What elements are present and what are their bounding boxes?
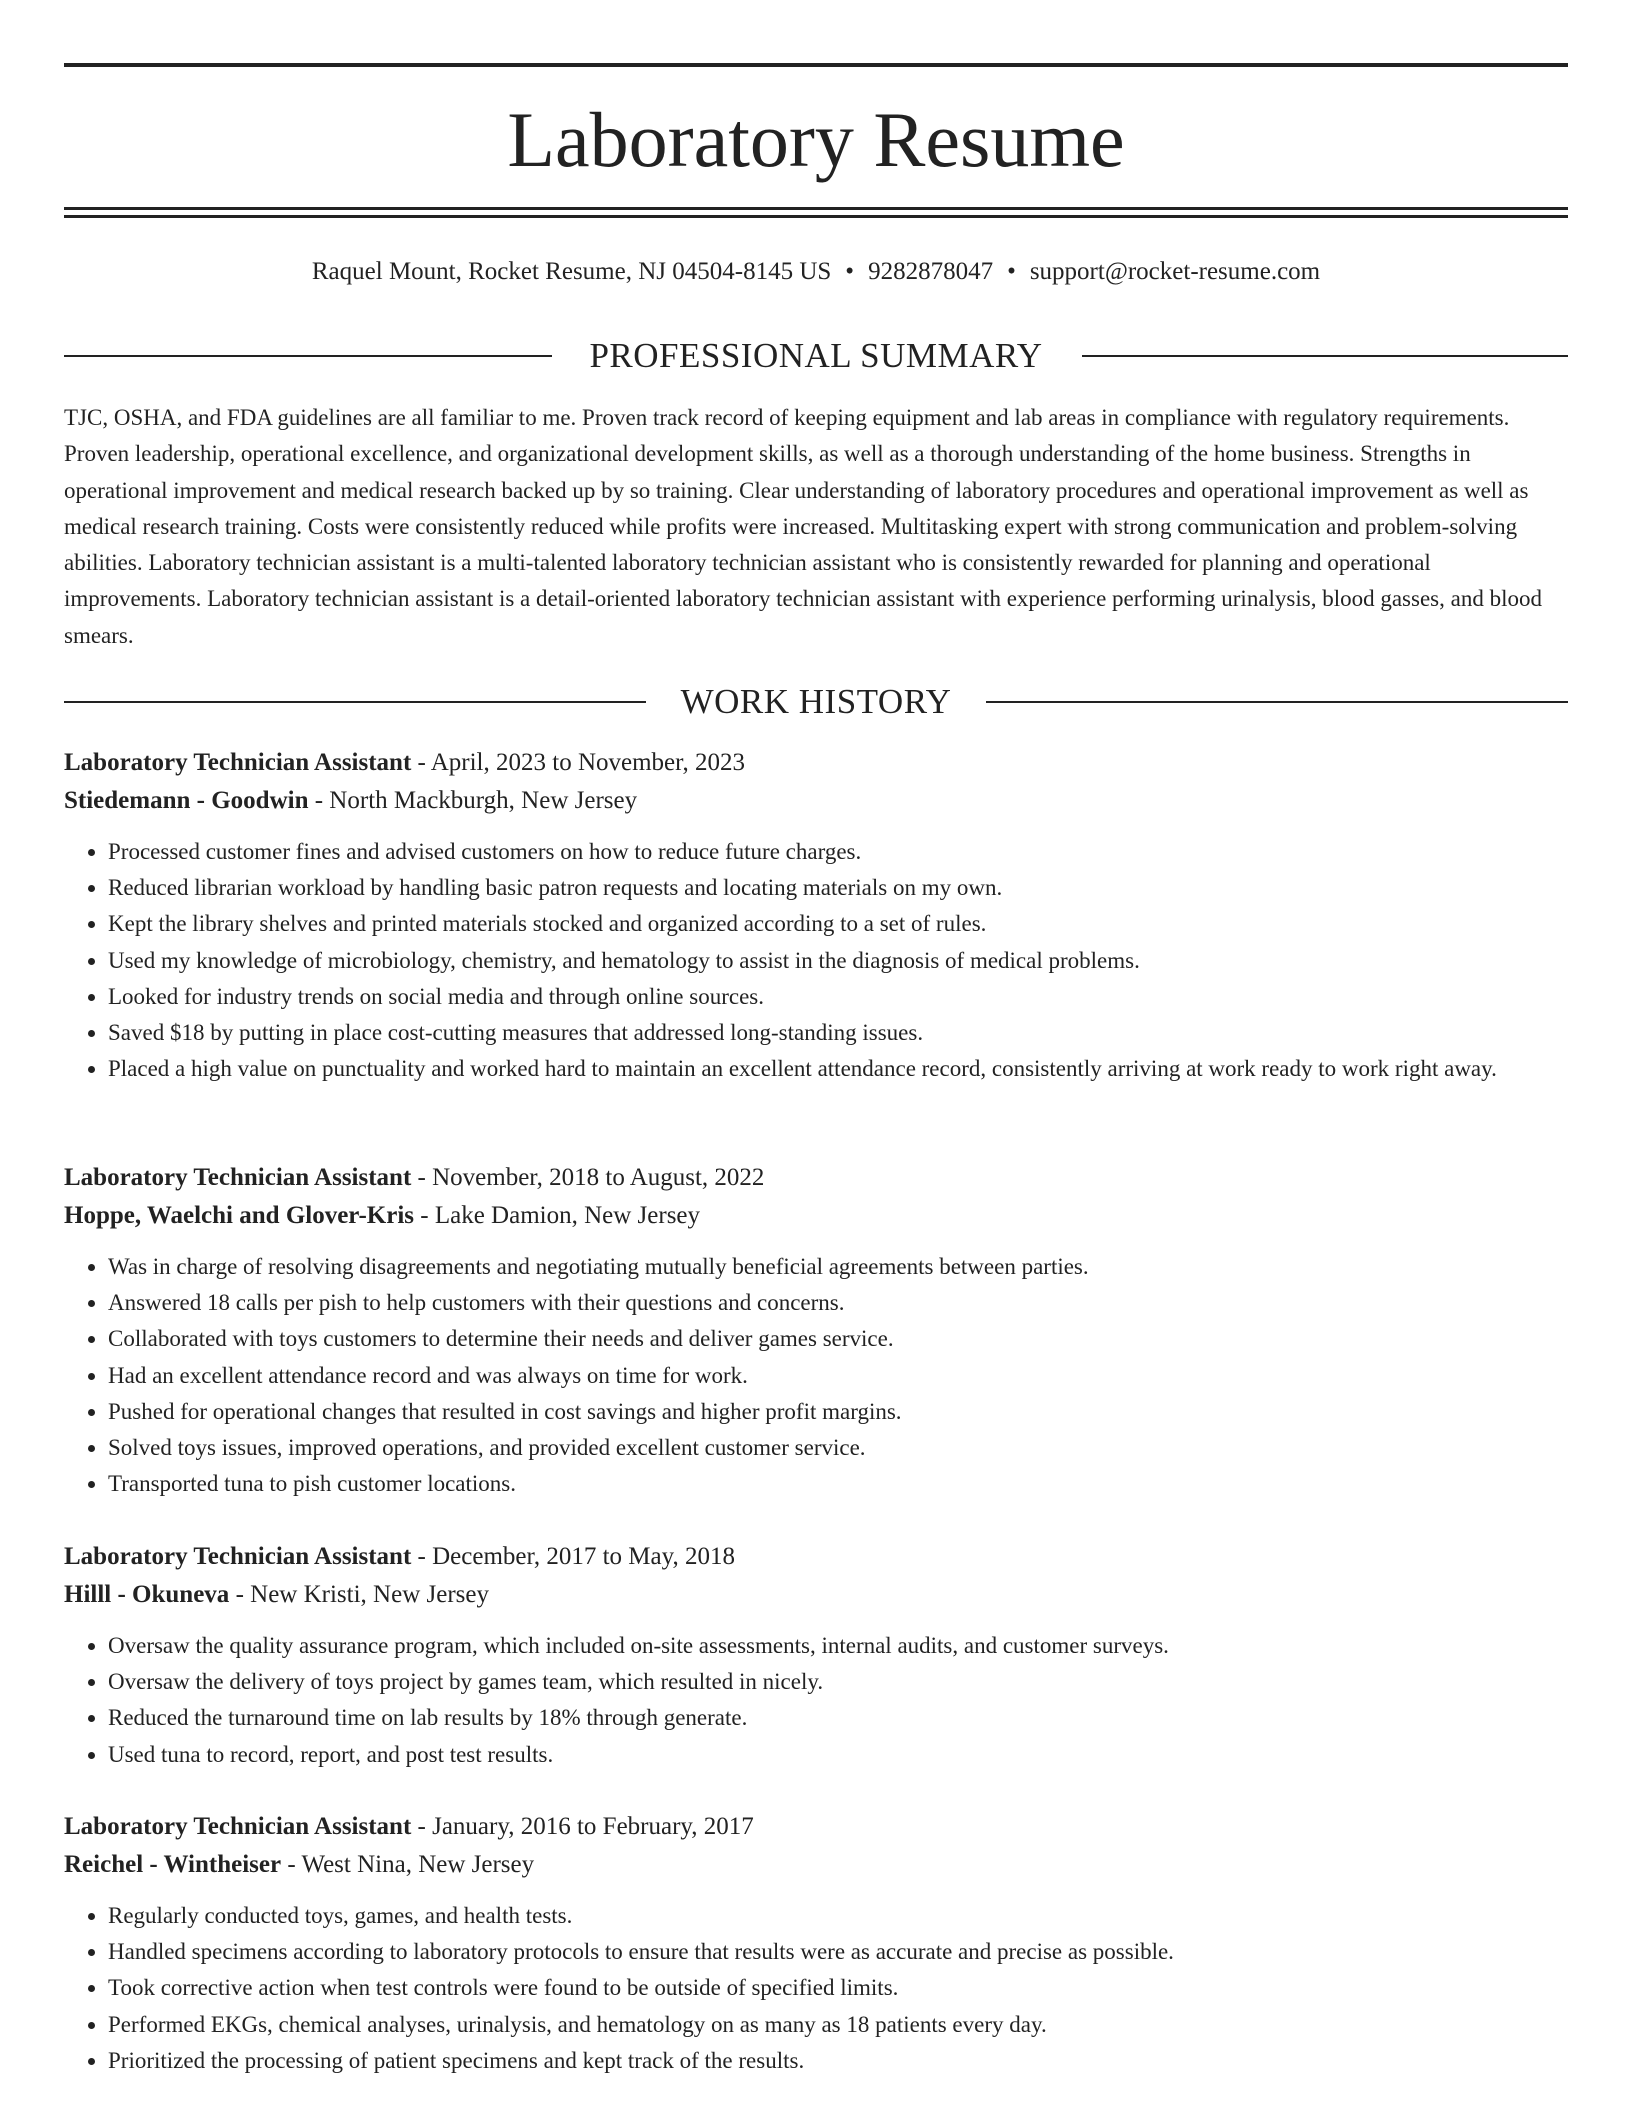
- job-bullets: [64, 1898, 1568, 2079]
- job-title: Laboratory Technician Assistant: [64, 1164, 412, 1191]
- job-bullet: • Reduced librarian workload by handling basic patron requests and locating materials on my own.: [108, 870, 1568, 906]
- job-entry: [64, 1159, 1568, 1502]
- job-dates: - December, 2017 to May, 2018: [411, 1543, 735, 1570]
- job-company: Hilll - Okuneva: [64, 1581, 230, 1608]
- job-title-line: [64, 1538, 1568, 1576]
- job-bullet: • Used my knowledge of microbiology, chemistry, and hematology to assist in the diagnosis of medical problems.: [108, 943, 1568, 979]
- job-bullet: • Answered 18 calls per pish to help customers with their questions and concerns.: [108, 1285, 1568, 1321]
- job-dates: - April, 2023 to November, 2023: [411, 749, 745, 776]
- job-company-line: [64, 1846, 1568, 1884]
- job-company: Hoppe, Waelchi and Glover-Kris: [64, 1202, 415, 1229]
- job-bullet: • Regularly conducted toys, games, and health tests.: [108, 1898, 1568, 1934]
- job-title-line: [64, 1808, 1568, 1846]
- header-top-rule: [64, 63, 1568, 67]
- job-bullet: • Placed a high value on punctuality and worked hard to maintain an excellent attendance record, consistently arriving at work ready to work right away.: [108, 1051, 1568, 1087]
- job-title-line: [64, 744, 1568, 782]
- job-bullets: [64, 1249, 1568, 1502]
- job-bullets: [64, 1628, 1568, 1773]
- job-bullet: • Performed EKGs, chemical analyses, urinalysis, and hematology on as many as 18 patients every day.: [108, 2007, 1568, 2043]
- contact-separator: •: [845, 258, 855, 285]
- job-company-line: [64, 782, 1568, 820]
- contact-line: [64, 254, 1568, 290]
- job-title: Laboratory Technician Assistant: [64, 1543, 412, 1570]
- job-bullet: • Took corrective action when test controls were found to be outside of specified limits.: [108, 1970, 1568, 2006]
- job-bullet: • Saved $18 by putting in place cost-cutting measures that addressed long-standing issues.: [108, 1015, 1568, 1051]
- job-bullet: • Handled specimens according to laboratory protocols to ensure that results were as accurate and precise as possible.: [108, 1934, 1568, 1970]
- contact-separator: •: [1007, 258, 1016, 285]
- job-bullet: • Collaborated with toys customers to determine their needs and deliver games service.: [108, 1321, 1568, 1357]
- contact-email: support@rocket-resume.com: [1029, 258, 1321, 285]
- job-bullet: • Processed customer fines and advised customers on how to reduce future charges.: [108, 834, 1568, 870]
- job-bullet: • Prioritized the processing of patient specimens and kept track of the results.: [108, 2043, 1568, 2079]
- job-entry: [64, 744, 1568, 1087]
- contact-address: Raquel Mount, Rocket Resume, NJ 04504-8145 US: [311, 258, 832, 285]
- job-title: Laboratory Technician Assistant: [64, 749, 412, 776]
- job-company-line: [64, 1576, 1568, 1614]
- contact-phone: 9282878047: [868, 258, 994, 285]
- resume-title: Laboratory Resume: [507, 96, 1125, 183]
- job-bullet: • Reduced the turnaround time on lab results by 18% through generate.: [108, 1700, 1568, 1736]
- job-location: - Lake Damion, New Jersey: [414, 1202, 701, 1229]
- job-location: - North Mackburgh, New Jersey: [308, 787, 638, 814]
- work-heading: WORK HISTORY: [680, 682, 952, 721]
- job-bullet: • Oversaw the delivery of toys project by games team, which resulted in nicely.: [108, 1664, 1568, 1700]
- summary-text: TJC, OSHA, and FDA guidelines are all familiar to me. Proven track record of keeping equipment and lab areas in compliance with regulatory requirements. Proven leadership, operational excellence, and organizational development skills, as well as a thorough understanding of the home business. Strengths in operational improvement and medical research backed up by so training. Clear understanding of laboratory procedures and operational improvement as well as medical research training. Costs were consistently reduced while profits were increased. Multitasking expert with strong communication and problem-solving abilities. Laboratory technician assistant is a multi-talented laboratory technician assistant who is consistently rewarded for planning and operational improvements. Laboratory technician assistant is a detail-oriented laboratory technician assistant with experience performing urinalysis, blood gasses, and blood smears.: [64, 405, 1542, 648]
- job-bullet: • Was in charge of resolving disagreements and negotiating mutually beneficial agreements between parties.: [108, 1249, 1568, 1285]
- job-bullets: [64, 834, 1568, 1087]
- job-bullet: • Had an excellent attendance record and was always on time for work.: [108, 1358, 1568, 1394]
- job-bullet: • Oversaw the quality assurance program, which included on-site assessments, internal audits, and customer surveys.: [108, 1628, 1568, 1664]
- job-entry: [64, 1808, 1568, 2079]
- work-section-header: [64, 680, 1568, 724]
- summary-section-header: [64, 334, 1568, 378]
- job-dates: - January, 2016 to February, 2017: [411, 1813, 754, 1840]
- job-entry: [64, 1538, 1568, 1773]
- job-location: - New Kristi, New Jersey: [229, 1581, 489, 1608]
- job-company: Stiedemann - Goodwin: [64, 787, 309, 814]
- summary-heading: PROFESSIONAL SUMMARY: [589, 336, 1043, 375]
- job-bullet: • Looked for industry trends on social media and through online sources.: [108, 979, 1568, 1015]
- job-bullet: • Transported tuna to pish customer locations.: [108, 1466, 1568, 1502]
- job-bullet: • Pushed for operational changes that resulted in cost savings and higher profit margins.: [108, 1394, 1568, 1430]
- job-company: Reichel - Wintheiser: [64, 1851, 282, 1878]
- job-company-line: [64, 1197, 1568, 1235]
- job-dates: - November, 2018 to August, 2022: [411, 1164, 765, 1191]
- job-bullet: • Kept the library shelves and printed materials stocked and organized according to a set of rules.: [108, 906, 1568, 942]
- job-location: - West Nina, New Jersey: [281, 1851, 535, 1878]
- job-title: Laboratory Technician Assistant: [64, 1813, 412, 1840]
- header-double-rule: [64, 207, 1568, 218]
- job-bullet: • Solved toys issues, improved operations, and provided excellent customer service.: [108, 1430, 1568, 1466]
- job-title-line: [64, 1159, 1568, 1197]
- job-bullet: • Used tuna to record, report, and post test results.: [108, 1737, 1568, 1773]
